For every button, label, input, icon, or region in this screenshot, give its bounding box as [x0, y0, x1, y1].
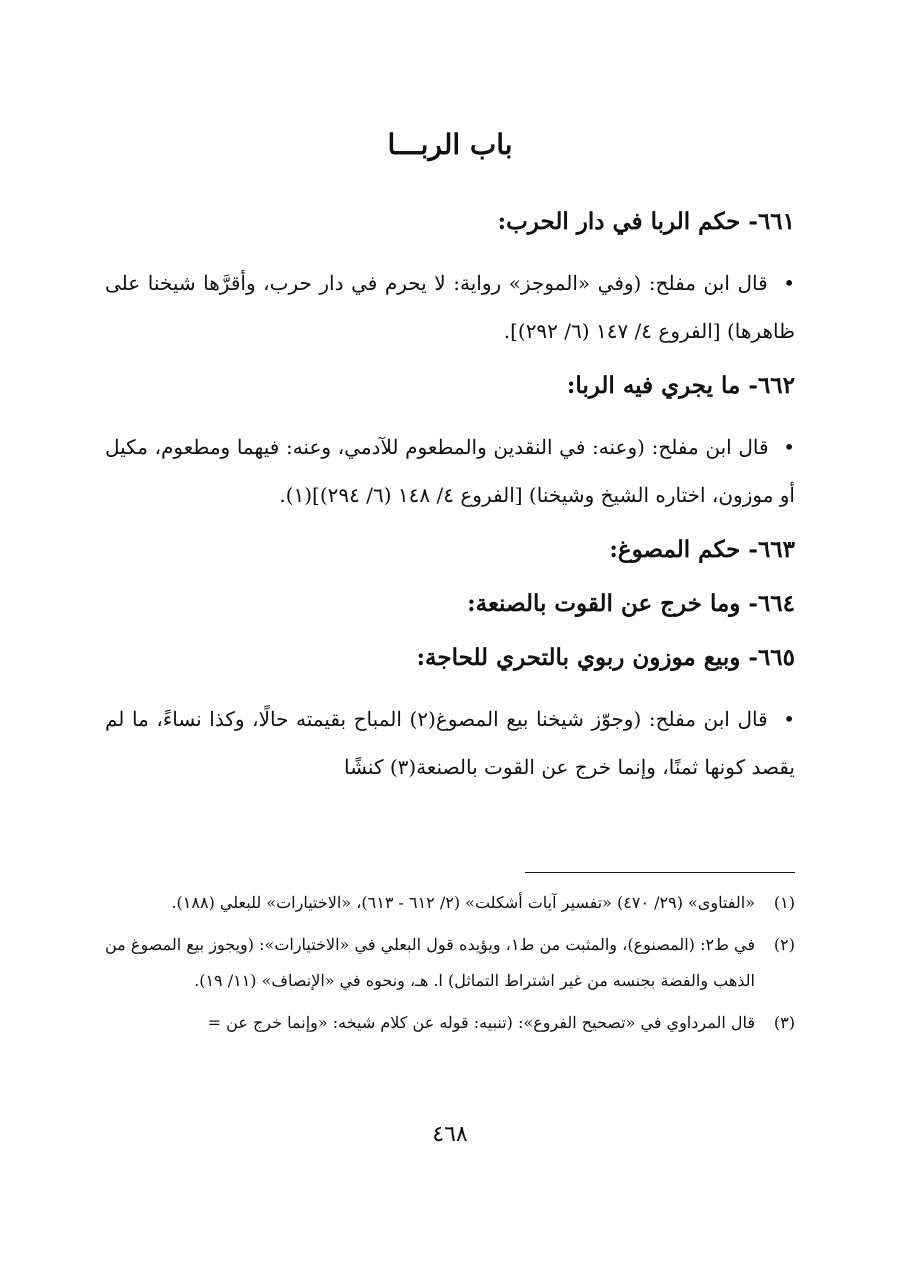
- paragraph-665: [105, 695, 795, 791]
- footnote-text: في ط٢: (المصنوع)، والمثبت من ط١، ويؤيده قول البعلي في «الاختيارات»: (ويجوز بيع المصوغ من الذهب والفضة بجنسه من غير اشتراط التماثل) ا. هـ، ونحوه في «الإنصاف» (١١/ ١٩).: [105, 935, 755, 990]
- paragraph-text: قال ابن مفلح: (وجوّز شيخنا بيع المصوغ(٢) المباح بقيمته حالًا، وكذا نساءً، ما لم يقصد كونها ثمنًا، وإنما خرج عن القوت بالصنعة(٣) كنشًا: [105, 707, 795, 779]
- body-text: [105, 205, 795, 805]
- footnote: [105, 885, 795, 921]
- paragraph-text: قال ابن مفلح: (وفي «الموجز» رواية: لا يحرم في دار حرب، وأقرَّها شيخنا على ظاهرها) [الفروع ٤/ ١٤٧ (٦/ ٢٩٢)].: [105, 271, 795, 343]
- section-heading-662: ٦٦٢- ما يجري فيه الربا:: [566, 372, 795, 399]
- paragraph-text: قال ابن مفلح: (وعنه: في النقدين والمطعوم للآدمي، وعنه: فيهما ومطعوم، مكيل أو موزون، اختاره الشيخ وشيخنا) [الفروع ٤/ ١٤٨ (٦/ ٢٩٤)](١).: [105, 435, 795, 507]
- section-heading-663: ٦٦٣- حكم المصوغ:: [609, 536, 795, 563]
- bullet-icon: •: [783, 707, 795, 731]
- footnotes: [105, 885, 795, 1047]
- page-number: ٤٦٨: [432, 1122, 468, 1147]
- section-heading-665: ٦٦٥- وبيع موزون ربوي بالتحري للحاجة:: [416, 644, 795, 671]
- chapter-title: باب الربـــا: [387, 128, 513, 161]
- footnote-number: (٢): [773, 935, 795, 954]
- section-heading-664: ٦٦٤- وما خرج عن القوت بالصنعة:: [467, 590, 795, 617]
- paragraph-662: [105, 423, 795, 519]
- footnote-text: «الفتاوى» (٢٩/ ٤٧٠) «تفسير آيات أشكلت» (٢/ ٦١٢ - ٦١٣)، «الاختيارات» للبعلي (١٨٨).: [171, 893, 755, 912]
- footnote-divider: [525, 872, 795, 873]
- section-heading-661: ٦٦١- حكم الربا في دار الحرب:: [497, 208, 795, 235]
- bullet-icon: •: [783, 271, 795, 295]
- footnote-number: (٣): [773, 1013, 795, 1032]
- footnote-number: (١): [773, 893, 795, 912]
- footnote-text: قال المرداوي في «تصحيح الفروع»: (تنبيه: قوله عن كلام شيخه: «وإنما خرج عن =: [207, 1013, 755, 1032]
- paragraph-661: [105, 259, 795, 355]
- footnote: [105, 927, 795, 999]
- footnote: [105, 1005, 795, 1041]
- bullet-icon: •: [783, 435, 795, 459]
